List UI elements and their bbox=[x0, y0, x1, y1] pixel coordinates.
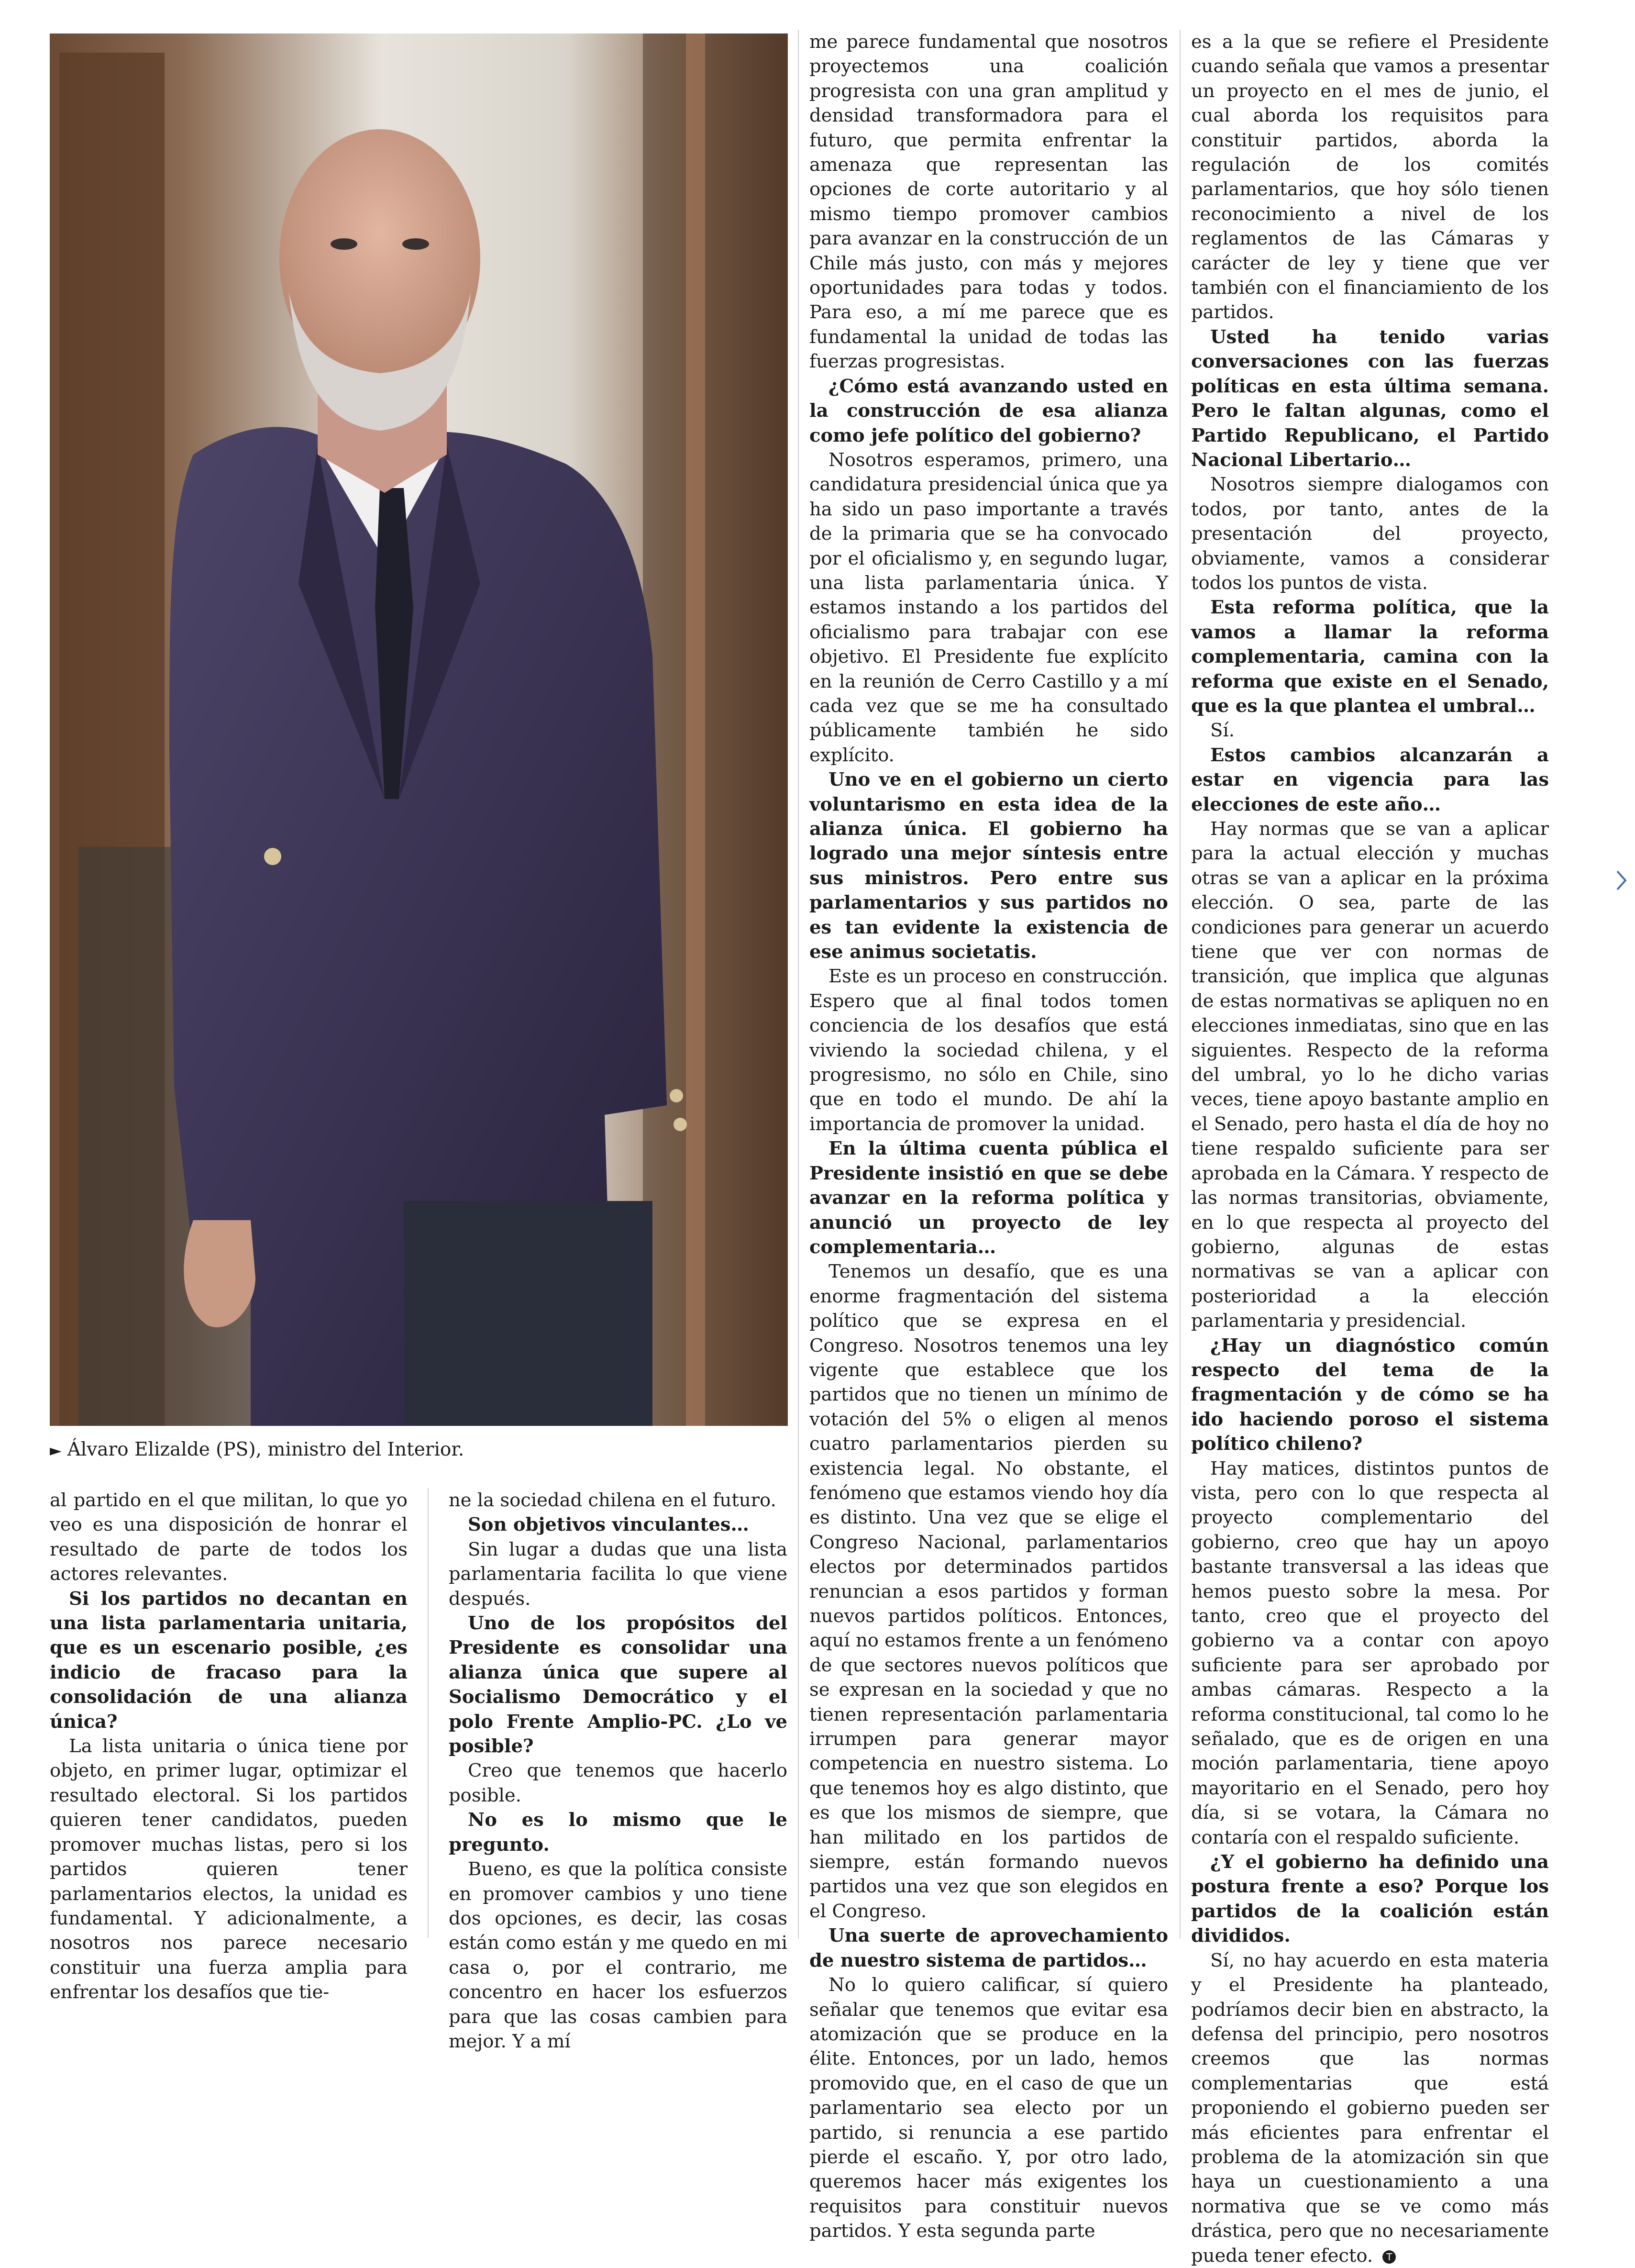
interview-answer: ne la sociedad chilena en el futuro. bbox=[449, 1490, 776, 1511]
portrait-illustration bbox=[50, 33, 788, 1426]
photo-caption bbox=[50, 1437, 788, 1463]
next-page-chevron-icon[interactable] bbox=[1612, 866, 1631, 895]
interview-question: Una suerte de aprovechamiento de nuestro sistema de partidos… bbox=[809, 1925, 1168, 1971]
interview-answer: es a la que se refiere el Presidente cuando señala que vamos a presentar un proyecto en el mes de junio, el cual aborda los requisitos para constituir partidos, aborda la regulación de los comités parlamentarios, que hoy sólo tienen reconocimiento a nivel de los reglamentos de las Cámaras y carácter de ley y tiene que ver también con el financiamiento de los partidos. bbox=[1191, 31, 1549, 323]
text-column-3 bbox=[809, 30, 1168, 2244]
column-divider bbox=[428, 1488, 429, 1938]
interview-answer: al partido en el que militan, lo que yo veo es una disposición de honrar el resultado de parte de todos los actores relevantes. bbox=[50, 1490, 408, 1585]
interview-question: Uno ve en el gobierno un cierto voluntarismo en esta idea de la alianza única. El gobierno ha logrado una mejor síntesis entre sus ministros. Pero entre sus parlamentarios y sus partidos no es tan evidente la existencia de ese animus societatis. bbox=[809, 769, 1168, 963]
interview-answer: Sí, no hay acuerdo en esta materia y el Presidente ha planteado, podríamos decir bien en abstracto, la defensa del principio, pero nosotros creemos que las normas complementarias que está proponiendo el gobierno pueden ser más eficientes para enfrentar el problema de la atomización sin que haya un cuestionamiento a una normativa que se ve como más drástica, pero que no necesariamente pueda tener efecto. T bbox=[1191, 1949, 1549, 2267]
interview-question: No es lo mismo que le pregunto. bbox=[449, 1809, 787, 1856]
caption-text: Álvaro Elizalde (PS), ministro del Interior. bbox=[67, 1439, 464, 1460]
text-column-4 bbox=[1191, 30, 1549, 2268]
interview-question: Usted ha tenido varias conversaciones con las fuerzas políticas en esta última semana. Pero le faltan algunas, como el Partido Republicano, el Partido Nacional Libertario… bbox=[1191, 326, 1549, 471]
interview-answer: Tenemos un desafío, que es una enorme fragmentación del sistema político que se expresa en el Congreso. Nosotros tenemos una ley vigente que establece que los partidos que no tienen un mínimo de votación del 5% o eligen al menos cuatro parlamentarios pierden su existencia legal. No obstante, el fenómeno que estamos viendo hoy día es distinto. Una vez que se elige el Congreso Nacional, parlamentarios electos por determinados partidos renuncian a esos partidos y forman nuevos partidos políticos. Entonces, aquí no estamos frente a un fenómeno de que sectores nuevos políticos que se expresan en la sociedad y que no tienen representación parlamentaria irrumpen para generar mayor competencia en nuestro sistema. Lo que tenemos hoy es algo distinto, que es que los mismos de siempre, que han militado en los partidos de siempre, están formando nuevos partidos una vez que son elegidos en el Congreso. bbox=[809, 1261, 1168, 1922]
interview-question: ¿Y el gobierno ha definido una postura frente a eso? Porque los partidos de la coalición están divididos. bbox=[1191, 1851, 1549, 1947]
portrait-photo bbox=[50, 33, 788, 1426]
interview-question: Si los partidos no decantan en una lista parlamentaria unitaria, que es un escenario posible, ¿es indicio de fracaso para la consolidación de una alianza única? bbox=[50, 1588, 408, 1733]
text-column-2 bbox=[449, 1488, 787, 2054]
interview-answer: Hay normas que se van a aplicar para la actual elección y muchas otras se van a aplicar en la próxima elección. O sea, parte de las condiciones para generar un acuerdo tiene que ver con normas de transición, que implica que algunas de estas normativas se apliquen no en elecciones inmediatas, sino que en las siguientes. Respecto de la reforma del umbral, yo lo he dicho varias veces, tiene apoyo bastante amplio en el Senado, pero hasta el día de hoy no tiene respaldo suficiente para ser aprobada en la Cámara. Y respecto de las normas transitorias, obviamente, en lo que respecta al proyecto del gobierno, algunas de estas normativas se van a aplicar con posterioridad a la elección parlamentaria y presidencial. bbox=[1191, 818, 1549, 1332]
interview-answer: Sin lugar a dudas que una lista parlamentaria facilita lo que viene después. bbox=[449, 1538, 787, 1610]
interview-answer: Bueno, es que la política consiste en promover cambios y uno tiene dos opciones, es decir, las cosas están como están y me quedo en mi casa o, por el contrario, me concentro en hacer los esfuerzos para que las cosas cambien para mejor. Y a mí bbox=[449, 1858, 787, 2052]
interview-question: Uno de los propósitos del Presidente es consolidar una alianza única que supere al Socialismo Democrático y el polo Frente Amplio-PC. ¿Lo ve posible? bbox=[449, 1612, 787, 1757]
interview-question: ¿Hay un diagnóstico común respecto del tema de la fragmentación y de cómo se ha ido haciendo poroso el sistema político chileno? bbox=[1191, 1334, 1549, 1455]
interview-answer: No lo quiero calificar, sí quiero señalar que tenemos que evitar esa atomización que se produce en la élite. Entonces, por un lado, hemos promovido que, en el caso de que un parlamentario sea electo por un partido, si renuncia a ese partido pierde el escaño. Y, por otro lado, queremos hacer más exigentes los requisitos para constituir nuevos partidos. Y esta segunda parte bbox=[809, 1974, 1168, 2242]
column-divider bbox=[798, 30, 799, 1939]
interview-answer: me parece fundamental que nosotros proyectemos una coalición progresista con una gran amplitud y densidad transformadora para el futuro, que permita enfrentar la amenaza que representan las opciones de corte autoritario y al mismo tiempo promover cambios para avanzar en la construcción de un Chile más justo, con más y mejores oportunidades para todas y todos. Para eso, a mí me parece que es fundamental la unidad de todas las fuerzas progresistas. bbox=[809, 31, 1168, 373]
interview-question: Estos cambios alcanzarán a estar en vigencia para las elecciones de este año… bbox=[1191, 744, 1549, 815]
interview-question: Son objetivos vinculantes… bbox=[468, 1514, 749, 1536]
text-column-1 bbox=[50, 1488, 408, 2005]
interview-answer: La lista unitaria o única tiene por objeto, en primer lugar, optimizar el resultado electoral. Si los partidos quieren tener candidatos, pueden promover muchas listas, pero si los partidos quieren tener parlamentarios electos, la unidad es fundamental. Y adicionalmente, a nosotros nos parece necesario constituir una fuerza amplia para enfrentar los desafíos que tie- bbox=[50, 1735, 408, 2003]
interview-question: Esta reforma política, que la vamos a llamar la reforma complementaria, camina con la reforma que existe en el Senado, que es la que plantea el umbral… bbox=[1191, 597, 1549, 717]
interview-answer: Sí. bbox=[1210, 720, 1235, 742]
interview-answer: Hay matices, distintos puntos de vista, pero con lo que respecta al proyecto complementario del gobierno, creo que hay un apoyo bastante transversal a las ideas que hemos puesto sobre la mesa. Por tanto, creo que el proyecto del gobierno va a contar con apoyo suficiente para ser aprobado por ambas cámaras. Respecto a la reforma constitucional, tal como lo he señalado, que es de origen en una moción parlamentaria, tiene apoyo mayoritario en el Senado, pero hoy día, si se votara, la Cámara no contaría con el respaldo suficiente. bbox=[1191, 1457, 1549, 1848]
chevron-right-icon bbox=[1616, 870, 1627, 891]
column-divider bbox=[1180, 30, 1181, 1939]
interview-question: ¿Cómo está avanzando usted en la construcción de esa alianza como jefe político del gobierno? bbox=[809, 375, 1168, 446]
end-of-article-mark: T bbox=[1382, 2250, 1396, 2264]
interview-answer: Nosotros siempre dialogamos con todos, por tanto, antes de la presentación del proyecto, obviamente, vamos a considerar todos los puntos de vista. bbox=[1191, 474, 1549, 594]
interview-question: En la última cuenta pública el Presidente insistió en que se debe avanzar en la reforma política y anunció un proyecto de ley complementaria… bbox=[809, 1138, 1168, 1258]
interview-answer: Nosotros esperamos, primero, una candidatura presidencial única que ya ha sido un paso importante a través de la primaria que se ha convocado por el oficialismo y, en segundo lugar, una lista parlamentaria única. Y estamos instando a los partidos del oficialismo para trabajar con ese objetivo. El Presidente fue explícito en la reunión de Cerro Castillo y a mí cada vez que se me ha consultado públicamente también he sido explícito. bbox=[809, 449, 1168, 766]
interview-answer: Este es un proceso en construcción. Espero que al final todos tomen conciencia de los desafíos que está viviendo la sociedad chilena, y el progresismo, no sólo en Chile, sino que en todo el mundo. De ahí la importancia de promover la unidad. bbox=[809, 966, 1168, 1135]
interview-answer: Creo que tenemos que hacerlo posible. bbox=[449, 1760, 787, 1806]
caption-marker: ► bbox=[50, 1441, 62, 1459]
